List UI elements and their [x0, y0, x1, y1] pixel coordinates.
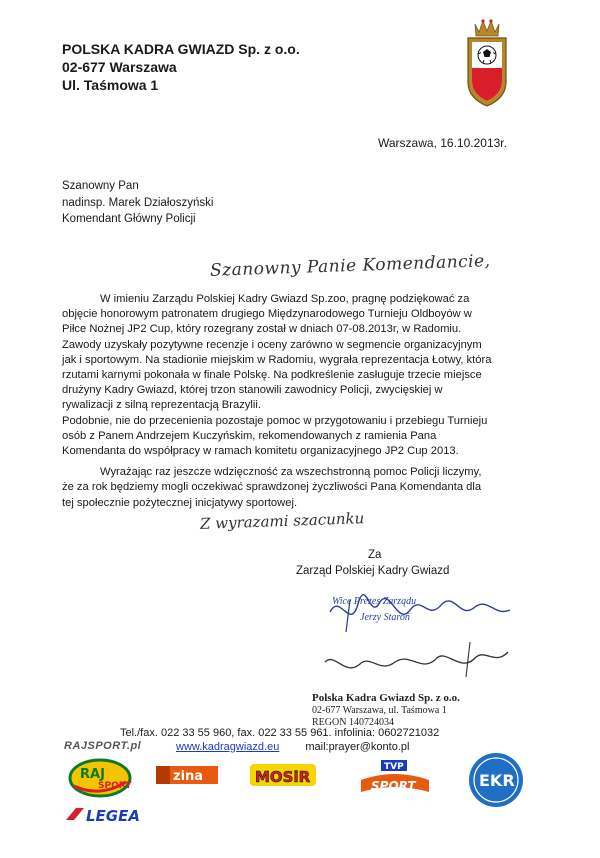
rajsport-label: RAJSPORT.pl [64, 740, 142, 752]
ekr-logo-text: EKR [479, 771, 515, 790]
stamp-regon: REGON 140724034 [312, 717, 394, 728]
footer-phone: Tel./fax. 022 33 55 960, fax. 022 33 55 961. infolinia: 0602721032 [120, 727, 440, 739]
legea-logo-text: LEGEA [86, 807, 140, 822]
letter-body [62, 292, 492, 511]
company-street: Ul. Taśmowa 1 [62, 77, 159, 93]
zina-logo-text: zina [173, 769, 204, 784]
signatory-name: Jerzy Staroń [360, 612, 410, 623]
company-header [62, 40, 300, 94]
raj-sport-logo-text: RAJ [80, 767, 105, 782]
handwritten-greeting: Szanowny Panie Komendancie, [209, 251, 491, 281]
crest-logo-icon [462, 18, 512, 110]
addressee-name: nadinsp. Marek Działoszyński [62, 196, 214, 209]
footer-website-link[interactable]: www.kadragwiazd.eu [176, 741, 280, 753]
company-name: POLSKA KADRA GWIAZD Sp. z o.o. [62, 41, 300, 57]
tvp-sport-logo-icon [357, 760, 433, 794]
tvp-logo-text: TVP [384, 762, 404, 772]
footer-mail: mail:prayer@konto.pl [305, 741, 410, 753]
stamp-address: 02-677 Warszawa, ul. Taśmowa 1 [312, 704, 447, 716]
body-paragraph-3: Wyrażając raz jeszcze wdzięczność za wszechstronną pomoc Policji liczymy, że za rok będziemy mogli oczekiwać sprawdzonej życzliwości Pana Komendanta dla tej społecznie pożytecznej inicjatywy sportowej. [62, 466, 482, 509]
body-paragraph-1: W imieniu Zarządu Polskiej Kadry Gwiazd Sp.zoo, pragnę podziękować za objęcie honorowym patronatem drugiego Międzynarodowego Turnieju Oldboyów w Piłce Nożnej JP2 Cup, który rozegrany został w dniach 07-08.2013r, w Radomiu. Zawody uzyskały pozytywne recenzje i oceny zarówno w segmencie organizacyjnym jak i sportowym. Na stadionie miejskim w Radomiu, wygrała reprezentacja Łotwy, która rzutami karnymi pokonała w finale Polskę. Na podkreślenie zasługuje trzecie miejsce drużyny Kadry Gwiazd, której trzon stanowili zawodnicy Policji, zwycięskiej w rywalizacji z silną reprezentacją Brazylii. [62, 293, 492, 412]
signoff-za: Za [368, 549, 382, 561]
tvp-sport-logo-text: SPORT [371, 779, 416, 793]
letter-date: Warszawa, 16.10.2013r. [378, 136, 507, 150]
handwritten-closing: Z wyrazami szacunku [199, 509, 365, 533]
signatory-title: Wice Prezes Zarządu [332, 596, 417, 607]
zina-logo-icon [156, 766, 218, 784]
company-stamp [312, 692, 460, 730]
mosir-logo-icon [250, 762, 316, 788]
stamp-company: Polska Kadra Gwiazd Sp. z o.o. [312, 692, 460, 704]
footer-contact [120, 726, 520, 754]
ekr-logo-icon [468, 752, 524, 808]
signoff-board: Zarząd Polskiej Kadry Gwiazd [296, 565, 450, 577]
addressee-title: Komendant Główny Policji [62, 213, 196, 225]
raj-sport-logo-icon [68, 758, 132, 798]
mosir-logo-text: MOSiR [255, 768, 311, 786]
svg-text:SPORT: SPORT [98, 781, 132, 791]
addressee-salutation: Szanowny Pan [62, 180, 139, 192]
addressee-block [62, 178, 213, 228]
company-postal: 02-677 Warszawa [62, 59, 177, 75]
legea-logo-icon [66, 806, 156, 822]
body-paragraph-2: Podobnie, nie do przecenienia pozostaje pomoc w przygotowaniu i przebiegu Turnieju osób z Panem Andrzejem Kuczyńskim, rekomendowanych z ramienia Pana Komendanta do współpracy w ramach komitetu organizacyjnego JP2 Cup 2013. [62, 414, 488, 458]
